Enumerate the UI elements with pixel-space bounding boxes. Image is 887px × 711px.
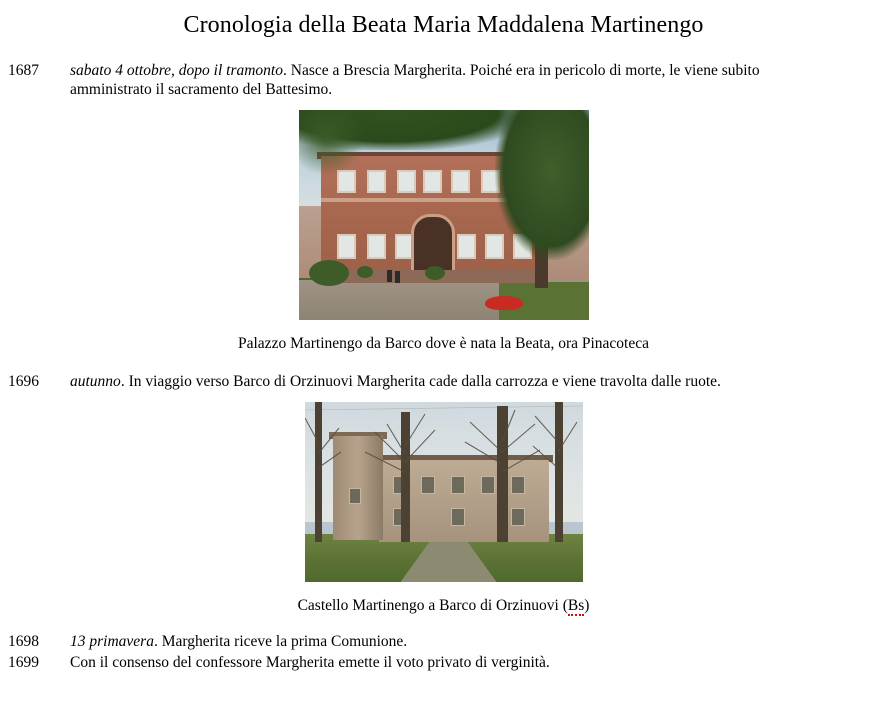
bush-center-left	[357, 266, 373, 278]
chronology-entry-1699	[0, 653, 887, 672]
entry-row	[0, 372, 887, 391]
entry-body: Con il consenso del confessore Margherita emette il voto privato di verginità.	[70, 654, 550, 671]
chronology-entry-1696	[0, 372, 887, 616]
bush-center	[425, 266, 445, 280]
bush-left	[309, 260, 349, 286]
entry-text	[70, 61, 843, 99]
window-upper-3	[397, 170, 416, 193]
red-object	[485, 296, 523, 310]
window-upper-4	[423, 170, 442, 193]
person-figure-2	[395, 271, 400, 283]
entry-body: . In viaggio verso Barco di Orzinuovi Margherita cade dalla carrozza e viene travolta dalle ruote.	[120, 373, 721, 390]
entry-body: . Nasce a Brescia Margherita. Poiché era in pericolo di morte, le viene subito amministrato il sacramento del Battesimo.	[70, 62, 760, 98]
figure-palazzo	[0, 110, 887, 354]
palazzo-martinengo-photo	[299, 110, 589, 320]
spell-error-word: Bs	[567, 597, 585, 614]
window-lower-4	[457, 234, 476, 259]
window-upper-5	[451, 170, 470, 193]
bare-branches	[305, 402, 583, 542]
window-lower-2	[367, 234, 386, 259]
entry-year: 1696	[8, 373, 39, 390]
entry-lead: autunno	[70, 373, 121, 390]
figure-frame	[299, 110, 589, 320]
entry-lead: 13 primavera	[70, 633, 154, 650]
figure-caption	[0, 596, 887, 616]
window-upper-2	[367, 170, 386, 193]
page-title: Cronologia della Beata Maria Maddalena Martinengo	[183, 12, 704, 38]
entry-body: . Margherita riceve la prima Comunione.	[153, 633, 408, 650]
entry-year: 1687	[8, 62, 39, 79]
left-foliage	[299, 110, 363, 174]
entry-year: 1699	[8, 654, 39, 671]
window-lower-1	[337, 234, 356, 259]
document-page	[0, 12, 887, 711]
chronology-list	[0, 61, 887, 672]
chronology-entries-bottom	[0, 632, 887, 672]
entry-row	[0, 61, 887, 99]
figure-caption: Palazzo Martinengo da Barco dove è nata la Beata, ora Pinacoteca	[238, 335, 649, 352]
caption-text-after: )	[584, 597, 590, 614]
entry-text	[70, 632, 843, 651]
person-figure-1	[387, 270, 392, 282]
entry-text	[70, 372, 843, 391]
castello-martinengo-photo	[305, 402, 583, 582]
chronology-entry-1687	[0, 61, 887, 354]
entry-text	[70, 653, 843, 672]
figure-frame	[305, 402, 583, 582]
entry-lead: sabato 4 ottobre, dopo il tramonto	[70, 62, 283, 79]
chronology-entry-1698	[0, 632, 887, 651]
caption-text-before: Castello Martinengo a Barco di Orzinuovi (	[297, 597, 568, 614]
figure-castello	[0, 402, 887, 616]
entry-year: 1698	[8, 633, 39, 650]
